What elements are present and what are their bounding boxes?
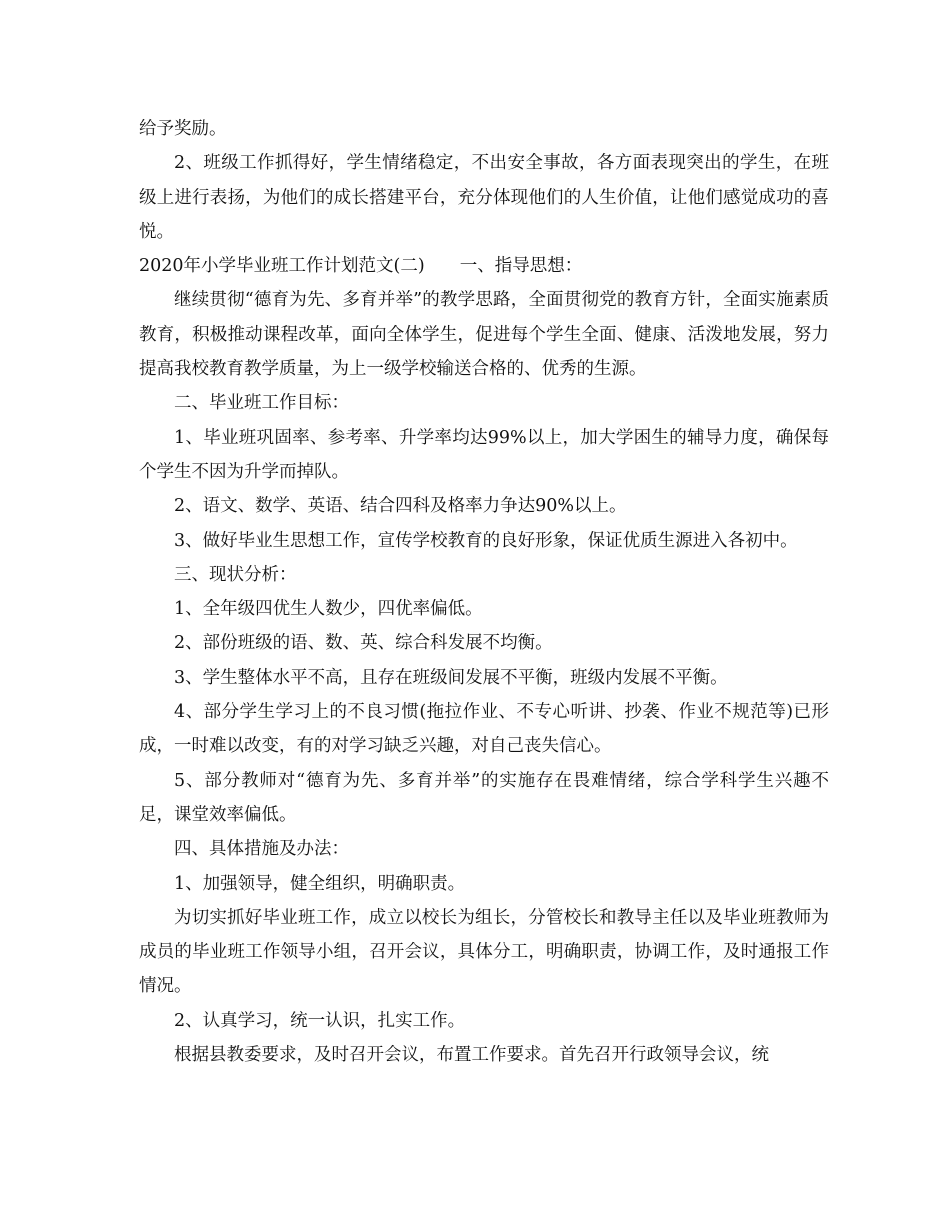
paragraph-status-5: 5、部分教师对“德育为先、多育并举”的实施存在畏难情绪，综合学科学生兴趣不足，课堂效率偏低。 (139, 770, 829, 825)
paragraph-status-4: 4、部分学生学习上的不良习惯(拖拉作业、不专心听讲、抄袭、作业不规范等)已形成，一时难以改变，有的对学习缺乏兴趣，对自己丧失信心。 (139, 702, 829, 757)
paragraph-class-work: 2、班级工作抓得好，学生情绪稳定，不出安全事故，各方面表现突出的学生，在班级上进行表扬，为他们的成长搭建平台，充分体现他们的人生价值，让他们感觉成功的喜悦。 (139, 153, 829, 242)
paragraph-goal-3: 3、做好毕业生思想工作，宣传学校教育的良好形象，保证优质生源进入各初中。 (174, 530, 798, 551)
paragraph-continuation: 给予奖励。 (139, 119, 227, 139)
paragraph-guiding-thought: 继续贯彻“德育为先、多育并举”的教学思路，全面贯彻党的教育方针，全面实施素质教育，积极推动课程改革，面向全体学生，促进每个学生全面、健康、活泼地发展，努力提高我校教育教学质量，为上一级学校输送合格的、优秀的生源。 (139, 290, 829, 380)
heading-work-goals: 二、毕业班工作目标： (174, 393, 349, 414)
paragraph-goal-1: 1、毕业班巩固率、参考率、升学率均达99%以上，加大学困生的辅导力度，确保每个学生不因为升学而掉队。 (139, 427, 829, 482)
paragraph-status-2: 2、部份班级的语、数、英、综合科发展不均衡。 (174, 633, 553, 654)
section-title-guiding-thought: 2020年小学毕业班工作计划范文(二) 一、指导思想： (139, 256, 583, 277)
paragraph-status-3: 3、学生整体水平不高，且存在班级间发展不平衡，班级内发展不平衡。 (174, 667, 728, 688)
paragraph-measure-2: 2、认真学习，统一认识，扎实工作。 (174, 1010, 466, 1031)
paragraph-measure-1-detail: 为切实抓好毕业班工作，成立以校长为组长，分管校长和教导主任以及毕业班教师为成员的毕业班工作领导小组，召开会议，具体分工，明确职责，协调工作，及时通报工作情况。 (139, 907, 829, 997)
paragraph-measure-2-detail: 根据县教委要求，及时召开会议，布置工作要求。首先召开行政领导会议，统 (174, 1045, 769, 1066)
heading-measures: 四、具体措施及办法： (174, 839, 349, 860)
paragraph-goal-2: 2、语文、数学、英语、结合四科及格率力争达90%以上。 (174, 496, 627, 517)
paragraph-status-1: 1、全年级四优生人数少，四优率偏低。 (174, 599, 483, 620)
paragraph-measure-1: 1、加强领导，健全组织，明确职责。 (174, 873, 466, 894)
document-body (139, 112, 829, 1072)
heading-status-analysis: 三、现状分析： (174, 564, 297, 585)
